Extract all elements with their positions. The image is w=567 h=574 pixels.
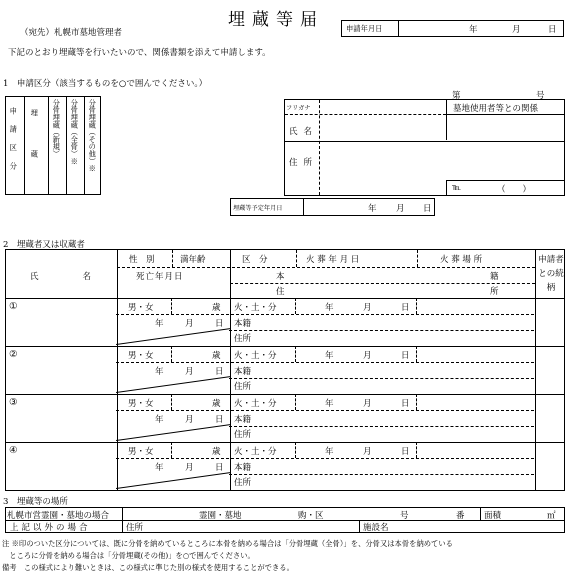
col-kubun: 区 分 (242, 255, 268, 265)
tel-label: ℡ (452, 183, 462, 193)
col-age: 満年齢 (180, 255, 206, 265)
cremation-day: 日 (401, 351, 410, 361)
death-month: 月 (185, 367, 194, 377)
intro-text: 下記のとおり埋蔵等を行いたいので、関係書類を添えて申請します。 (8, 48, 271, 58)
furigana-label: フリガナ (286, 105, 311, 112)
kubun-select[interactable]: 火・土・分 (234, 447, 277, 457)
death-year: 年 (155, 415, 164, 425)
cremation-month: 月 (363, 447, 372, 457)
death-year: 年 (155, 319, 164, 329)
col-jusho-sho: 所 (490, 287, 499, 297)
number-go: 号 (536, 91, 545, 101)
age-unit: 歳 (212, 303, 221, 313)
number-dai: 第 (452, 91, 461, 101)
kubun-select[interactable]: 火・土・分 (234, 399, 277, 409)
jusho-label: 住所 (234, 478, 252, 488)
planned-date-label: 埋蔵等予定年月日 (233, 205, 283, 212)
tel-paren: （ ） (497, 185, 532, 195)
place-reien: 霊園・墓地 (199, 511, 242, 521)
planned-day: 日 (423, 204, 432, 214)
planned-date-box (230, 198, 435, 216)
death-day: 日 (215, 319, 224, 329)
place-table (5, 507, 565, 533)
category-side-label: 申請区分 (9, 107, 19, 181)
death-month: 月 (185, 319, 194, 329)
kubun-select[interactable]: 火・土・分 (234, 303, 277, 313)
age-unit: 歳 (212, 399, 221, 409)
row-number: ① (9, 301, 18, 312)
relation-label: 墓地使用者等との関係 (453, 104, 539, 114)
sex-select[interactable]: 男・女 (128, 447, 154, 457)
planned-month: 月 (396, 204, 405, 214)
honseki-label: 本籍 (234, 415, 252, 425)
category-bunkotsu-shinki[interactable]: 分骨埋蔵（新規） (52, 99, 62, 158)
table-row (5, 394, 565, 442)
cremation-day: 日 (401, 447, 410, 457)
honseki-label: 本籍 (234, 463, 252, 473)
death-month: 月 (185, 463, 194, 473)
place-menseki: 面積 (484, 511, 502, 521)
col-honseki-hon: 本 (276, 272, 285, 282)
app-day-label: 日 (548, 25, 557, 35)
note-2: ところに分骨を納める場合は「分骨埋蔵(その他)」を○で囲んでください。 (2, 551, 255, 560)
age-unit: 歳 (212, 351, 221, 361)
note-1: 注 ※印のついた区分については、既に分骨を納めているところに本骨を納める場合は「分骨埋蔵（全骨）」を、分骨又は本骨を納めている (2, 539, 453, 548)
col-death-date: 死亡年月日 (136, 272, 184, 282)
death-day: 日 (215, 415, 224, 425)
cremation-month: 月 (363, 399, 372, 409)
cremation-year: 年 (325, 399, 334, 409)
col-sex: 性 別 (129, 255, 155, 265)
row-number: ③ (9, 397, 18, 408)
application-date-box (341, 20, 564, 37)
jusho-label: 住所 (234, 334, 252, 344)
place-unit: ㎡ (547, 511, 556, 521)
applicant-name-field[interactable] (321, 116, 445, 140)
place-other-label: 上記以外の場合 (10, 523, 91, 533)
note-3: 備考 この様式により難いときは、この様式に準じた別の様式を使用することができる。 (2, 563, 294, 572)
cremation-day: 日 (401, 399, 410, 409)
section1-heading: 1 申請区分（該当するものを○で囲んでください。） (3, 79, 208, 89)
table-row (5, 298, 565, 346)
cremation-day: 日 (401, 303, 410, 313)
cremation-month: 月 (363, 303, 372, 313)
row-number: ② (9, 349, 18, 360)
col-name: 氏 名 (30, 272, 94, 282)
place-other-address: 住所 (126, 523, 144, 533)
jusho-label: 住所 (234, 382, 252, 392)
col-jusho-ju: 住 (276, 287, 285, 297)
section2-heading: 2 埋蔵者又は収蔵者 (3, 240, 85, 250)
table-row (5, 346, 565, 394)
place-facility: 施設名 (363, 523, 389, 533)
application-date-label: 申請年月日 (346, 24, 383, 33)
category-maizo[interactable]: 埋蔵 (30, 109, 40, 192)
planned-year: 年 (368, 204, 377, 214)
honseki-label: 本籍 (234, 367, 252, 377)
app-month-label: 月 (512, 25, 521, 35)
applicant-address-label: 住所 (289, 158, 319, 168)
honseki-label: 本籍 (234, 319, 252, 329)
death-day: 日 (215, 463, 224, 473)
place-municipal-label: 札幌市営霊園・墓地の場合 (7, 511, 110, 521)
col-honseki-seki: 籍 (490, 272, 499, 282)
death-year: 年 (155, 367, 164, 377)
place-ku: 购・区 (298, 511, 324, 521)
sex-select[interactable]: 男・女 (128, 351, 154, 361)
cremation-year: 年 (325, 351, 334, 361)
jusho-label: 住所 (234, 430, 252, 440)
col-cremation-place: 火 葬 場 所 (440, 255, 483, 265)
addressee: （宛先）札幌市墓地管理者 (20, 28, 123, 38)
col-applicant-relation: 申請者との続柄 (538, 255, 564, 293)
col-cremation-date: 火 葬 年 月 日 (306, 255, 360, 265)
category-bunkotsu-sonota[interactable]: 分骨埋蔵（その他）※ (88, 99, 98, 172)
page-title: 埋蔵等届 (228, 10, 324, 30)
place-ban: 番 (456, 511, 465, 521)
cremation-year: 年 (325, 303, 334, 313)
app-year-label: 年 (469, 25, 478, 35)
death-month: 月 (185, 415, 194, 425)
death-day: 日 (215, 367, 224, 377)
application-category-box (5, 96, 101, 195)
kubun-select[interactable]: 火・土・分 (234, 351, 277, 361)
table-row (5, 442, 565, 490)
sex-select[interactable]: 男・女 (128, 303, 154, 313)
death-year: 年 (155, 463, 164, 473)
row-number: ④ (9, 445, 18, 456)
cremation-year: 年 (325, 447, 334, 457)
applicant-address-field[interactable] (321, 143, 563, 179)
sex-select[interactable]: 男・女 (128, 399, 154, 409)
applicant-name-label: 氏名 (289, 127, 319, 137)
cremation-month: 月 (363, 351, 372, 361)
place-go: 号 (400, 511, 409, 521)
section3-heading: 3 埋蔵等の場所 (3, 497, 68, 507)
age-unit: 歳 (212, 447, 221, 457)
applicant-box (284, 99, 565, 196)
category-bunkotsu-zenkotsu[interactable]: 分骨埋蔵（全骨）※ (70, 99, 80, 165)
